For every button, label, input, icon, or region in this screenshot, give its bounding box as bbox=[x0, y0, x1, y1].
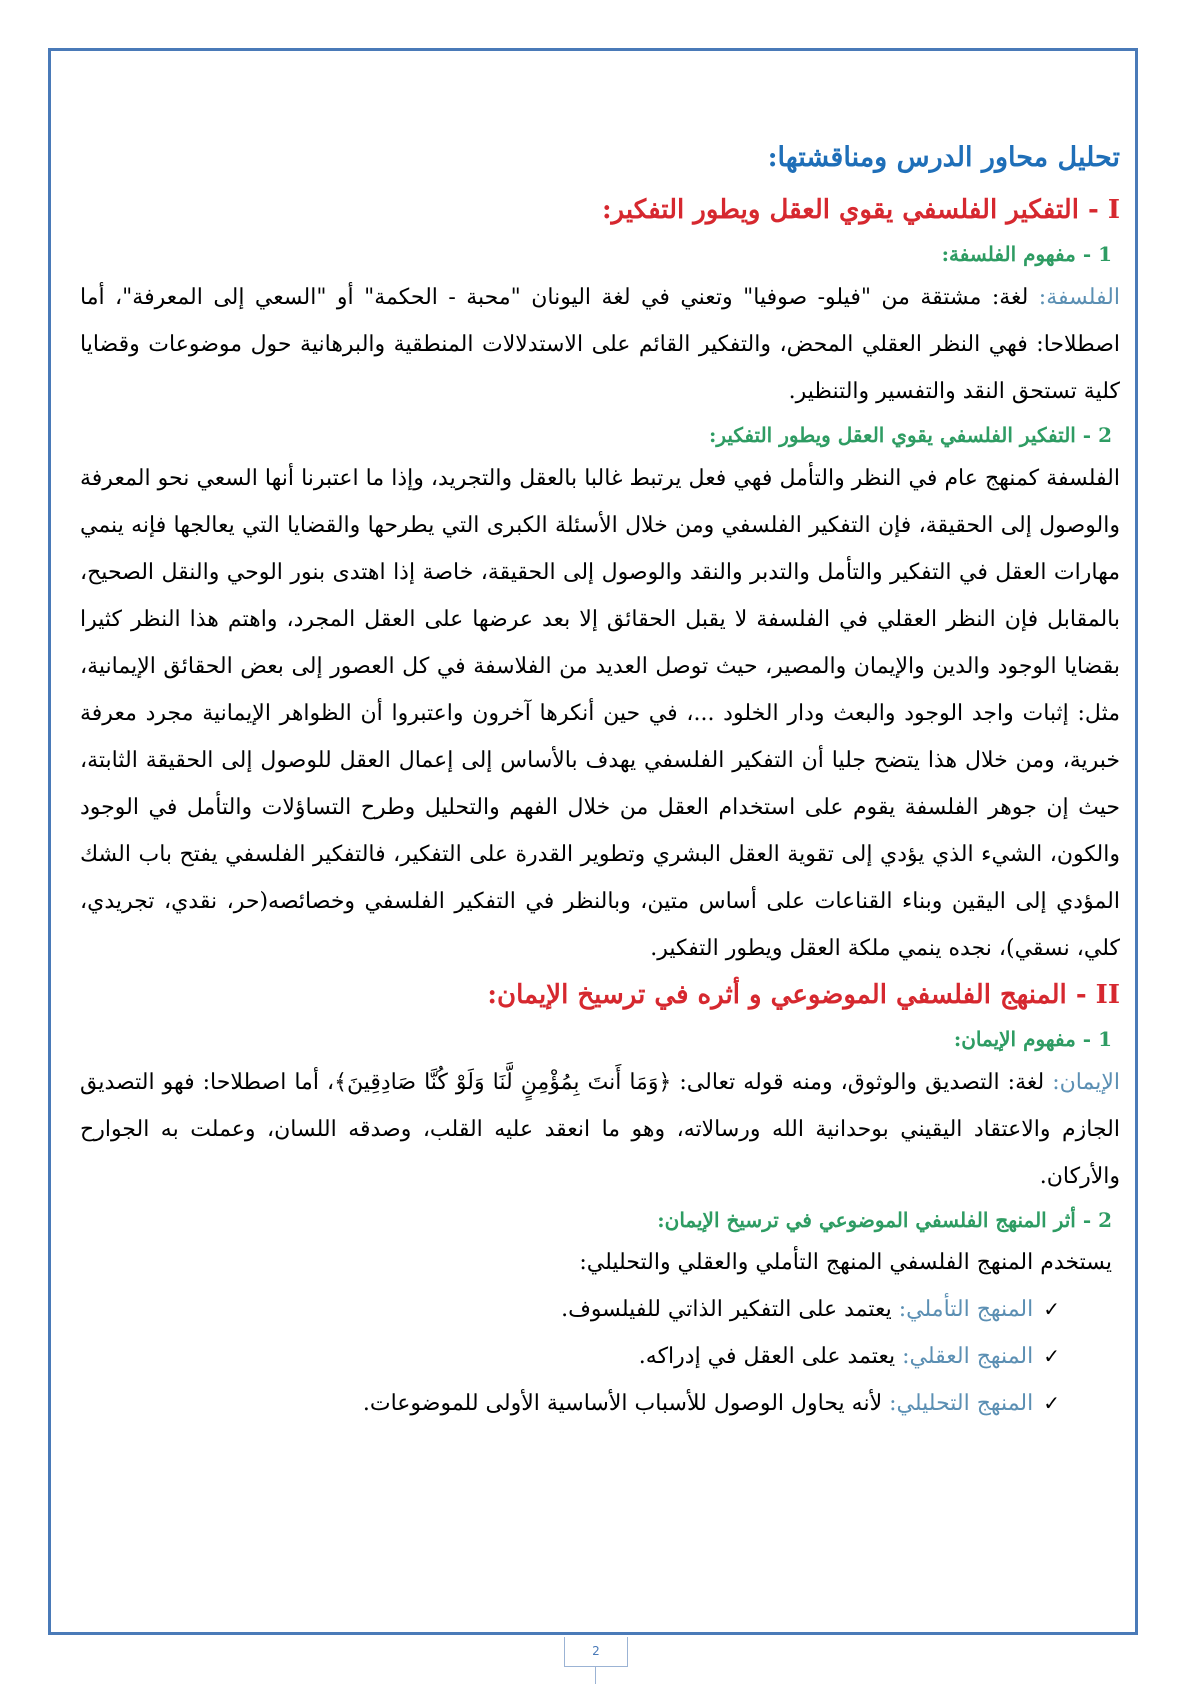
section-2-1-heading: 1 - مفهوم الإيمان: bbox=[953, 1026, 1112, 1051]
philosophy-definition-text: لغة: مشتقة من "فيلو- صوفيا" وتعني في لغة اليونان "محبة - الحكمة" أو "السعي إلى المعرفة"، أما اصطلاحا: فهي النظر العقلي المحض، والتفكير القائم على الاستدلالات المنطقية والبرهانية حول موضوعات وقضايا كلية تستحق النقد والتفسير والتنظير. bbox=[80, 284, 1120, 404]
check-icon: ✓ bbox=[1043, 1390, 1060, 1415]
section-2-2-heading: 2 - أثر المنهج الفلسفي الموضوعي في ترسيخ الإيمان: bbox=[657, 1207, 1112, 1232]
page-number: 2 bbox=[564, 1637, 628, 1667]
method-term: المنهج التأملي: bbox=[898, 1296, 1034, 1322]
faith-term: الإيمان: bbox=[1052, 1069, 1120, 1095]
section-1-1-heading: 1 - مفهوم الفلسفة: bbox=[941, 241, 1112, 266]
section-1-heading: I - التفكير الفلسفي يقوي العقل ويطور التفكير: bbox=[601, 194, 1120, 225]
method-term: المنهج التحليلي: bbox=[889, 1390, 1034, 1416]
method-text: يعتمد على التفكير الذاتي للفيلسوف. bbox=[561, 1296, 899, 1322]
faith-definition-text: لغة: التصديق والوثوق، ومنه قوله تعالى: ﴿وَمَا أَنتَ بِمُؤْمِنٍ لَّنَا وَلَوْ كُنَّا صَادِقِينَ﴾، أما اصطلاحا: فهو التصديق الجازم والاعتقاد اليقيني بوحدانية الله ورسالاته، وهو ما انعقد عليه القلب، وصدقه اللسان، وعملت به الجوارح والأركان. bbox=[80, 1069, 1120, 1189]
list-item bbox=[80, 1380, 1060, 1427]
philosophical-thinking-paragraph: الفلسفة كمنهج عام في النظر والتأمل فهي فعل يرتبط غالبا بالعقل والتجريد، وإذا ما اعتبرنا أنها السعي نحو المعرفة والوصول إلى الحقيقة، فإن التفكير الفلسفي ومن خلال الأسئلة الكبرى التي يطرحها والقضايا التي يعالجها فإنه ينمي مهارات العقل في التفكير والتأمل والتدبر والنقد والوصول إلى الحقيقة، خاصة إذا اهتدى بنور الوحي والنقل الصحيح، بالمقابل فإن النظر العقلي في الفلسفة لا يقبل الحقائق إلا بعد عرضها على العقل المجرد، واهتم هذا النظر كثيرا بقضايا الوجود والدين والإيمان والمصير، حيث توصل العديد من الفلاسفة في كل العصور إلى بعض الحقائق الإيمانية، مثل: إثبات واجد الوجود والبعث ودار الخلود ...، في حين أنكرها آخرون واعتبروا أن الظواهر الإيمانية مجرد معرفة خبرية، ومن خلال هذا يتضح جليا أن التفكير الفلسفي يهدف بالأساس إلى إعمال العقل للوصول إلى الحقيقة الثابتة، حيث إن جوهر الفلسفة يقوم على استخدام العقل من خلال الفهم والتحليل وطرح التساؤلات والتأمل في الوجود والكون، الشيء الذي يؤدي إلى تقوية العقل البشري وتطوير القدرة على التفكير، فالتفكير الفلسفي يفتح باب الشك المؤدي إلى اليقين وبناء القناعات على أساس متين، وبالنظر في التفكير الفلسفي وخصائصه(حر، نقدي، تجريدي، كلي، نسقي)، نجده ينمي ملكة العقل ويطور التفكير. bbox=[80, 465, 1120, 961]
method-text: لأنه يحاول الوصول للأسباب الأساسية الأولى للموضوعات. bbox=[362, 1390, 890, 1416]
document-body bbox=[80, 138, 1120, 1427]
list-item bbox=[80, 1333, 1060, 1380]
section-1-2-heading: 2 - التفكير الفلسفي يقوي العقل ويطور التفكير: bbox=[708, 422, 1112, 447]
check-icon: ✓ bbox=[1043, 1296, 1060, 1321]
page-number-connector bbox=[595, 1667, 596, 1684]
methods-list bbox=[80, 1286, 1060, 1427]
method-text: يعتمد على العقل في إدراكه. bbox=[638, 1343, 903, 1369]
check-icon: ✓ bbox=[1043, 1343, 1060, 1368]
method-term: المنهج العقلي: bbox=[902, 1343, 1034, 1369]
philosophy-definition bbox=[80, 274, 1120, 415]
philosophy-term: الفلسفة: bbox=[1038, 284, 1120, 310]
methods-intro: يستخدم المنهج الفلسفي المنهج التأملي والعقلي والتحليلي: bbox=[579, 1249, 1112, 1275]
section-2-heading: II - المنهج الفلسفي الموضوعي و أثره في ترسيخ الإيمان: bbox=[487, 979, 1120, 1010]
page-title: تحليل محاور الدرس ومناقشتها: bbox=[767, 142, 1120, 173]
list-item bbox=[80, 1286, 1060, 1333]
faith-definition bbox=[80, 1059, 1120, 1200]
